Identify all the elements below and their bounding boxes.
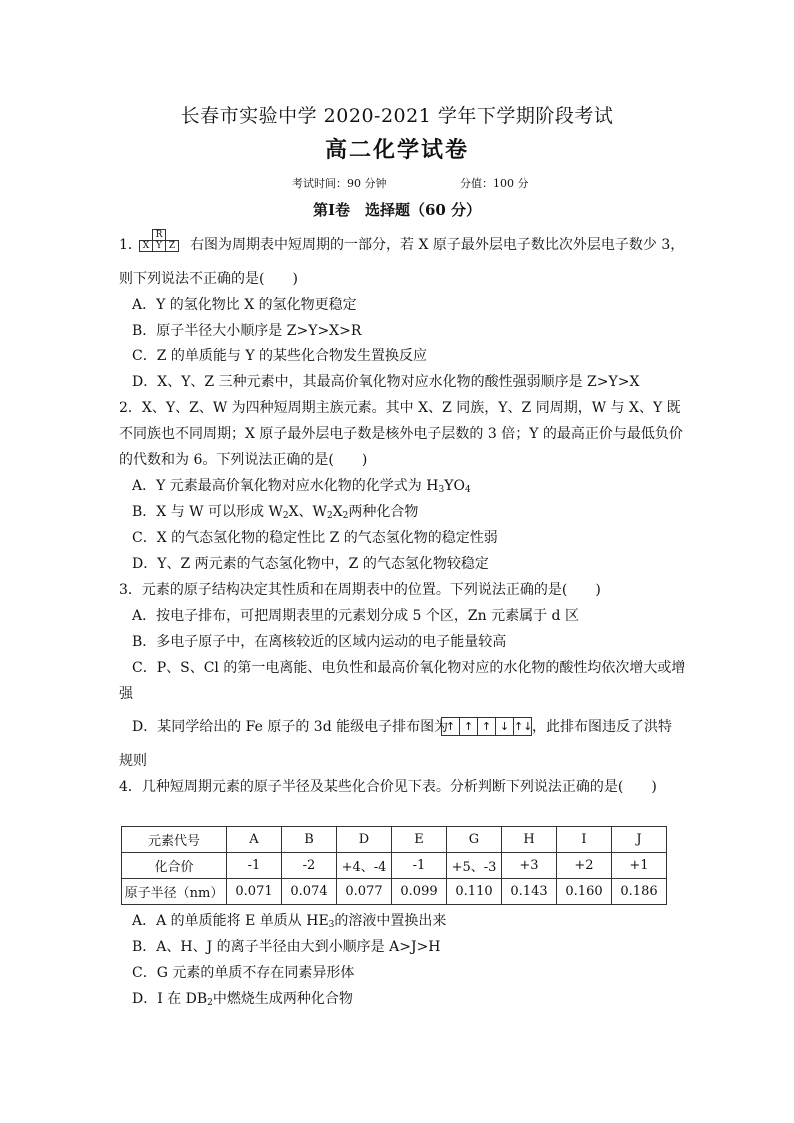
periodic-table-fragment (139, 229, 179, 252)
q4-option-d (132, 990, 353, 1008)
table-cell: -2 (282, 853, 337, 879)
q1-option-a: A．Y 的氢化物比 X 的氢化物更稳定 (132, 297, 357, 313)
q1-option-d: D．X、Y、Z 三种元素中，其最高价氧化物对应水化物的酸性强弱顺序是 Z>Y>X (132, 374, 640, 390)
table-cell: 元素代号 (122, 827, 227, 853)
subscript: 3 (438, 485, 445, 495)
q3-option-a: A．按电子排布，可把周期表里的元素划分成 5 个区，Zn 元素属于 d 区 (132, 608, 579, 624)
grid-cell-r: R (153, 230, 166, 241)
grid-cell-x: X (140, 241, 153, 252)
table-cell: B (282, 827, 337, 853)
q2-option-b-text: B．X 与 W 可以形成 W (132, 504, 283, 520)
table-cell: -1 (392, 853, 447, 879)
table-cell: +1 (612, 853, 667, 879)
q2-stem-line1: 2．X、Y、Z、W 为四种短周期主族元素。其中 X、Z 同族，Y、Z 同周期，W 与 X、Y 既 (119, 400, 681, 416)
subscript: 2 (342, 511, 349, 521)
table-cell: 0.143 (502, 879, 557, 905)
q3-option-c-line2: 强 (119, 686, 133, 702)
q2-stem-line2: 不同族也不同周期；X 原子最外层电子数是核外电子层数的 3 倍；Y 的最高正价与最低负价 (119, 426, 683, 442)
subscript: 2 (207, 998, 213, 1008)
exam-score: 分值：100 分 (460, 177, 529, 190)
q4-option-b: B．A、H、J 的离子半径由大到小顺序是 A>J>H (132, 939, 441, 955)
q2-option-b-text: 两种化合物 (348, 504, 419, 520)
q2-option-a-text: YO (444, 478, 465, 494)
section-title: 第Ⅰ卷 选择题（60 分） (312, 201, 482, 219)
orbital-box: ↑ (445, 720, 456, 733)
q3-option-d-suffix: ，此排布图违反了洪特 (532, 719, 672, 735)
q4-option-a-text: 的溶液中置换出来 (334, 913, 447, 929)
q2-option-a (132, 477, 471, 495)
table-cell: 0.099 (392, 879, 447, 905)
subscript: 4 (464, 485, 471, 495)
table-cell: H (502, 827, 557, 853)
table-cell: 0.110 (447, 879, 502, 905)
orbital-box: ↑ (459, 718, 477, 735)
table-cell: A (227, 827, 282, 853)
table-cell: +3 (502, 853, 557, 879)
element-data-table (121, 826, 667, 905)
table-cell: 0.160 (557, 879, 612, 905)
subscript: 3 (328, 920, 335, 930)
q4-option-c: C．G 元素的单质不存在同素异形体 (132, 965, 355, 981)
q2-option-b (132, 503, 418, 521)
exam-time: 考试时间：90 分钟 (292, 177, 387, 190)
table-cell: +2 (557, 853, 612, 879)
q4-stem: 4．几种短周期元素的原子半径及某些化合价见下表。分析判断下列说法正确的是( ) (119, 779, 657, 795)
q2-stem-line3: 的代数和为 6。下列说法正确的是( ) (119, 452, 368, 468)
table-cell: 0.071 (227, 879, 282, 905)
q4-option-d-text: 中燃烧生成两种化合物 (212, 991, 353, 1007)
q1-option-b: B．原子半径大小顺序是 Z>Y>X>R (132, 323, 362, 339)
school-title: 长春市实验中学 2020-2021 学年下学期阶段考试 (180, 105, 614, 127)
table-row (122, 879, 667, 905)
q4-option-d-text: D．I 在 DB (132, 991, 208, 1007)
q3-stem: 3．元素的原子结构决定其性质和在周期表中的位置。下列说法正确的是( ) (119, 582, 601, 598)
orbital-box: ↓ (495, 718, 513, 735)
q4-option-a-text: A．A 的单质能将 E 单质从 HE (132, 913, 329, 929)
table-cell: 0.186 (612, 879, 667, 905)
q2-option-b-text: X (332, 504, 343, 520)
q3-option-d-line2: 规则 (119, 753, 147, 769)
table-cell: E (392, 827, 447, 853)
q3-option-d-prefix: D．某同学给出的 Fe 原子的 3d 能级电子排布图为 (132, 719, 449, 735)
table-cell: +5、-3 (447, 853, 502, 879)
subscript: 2 (326, 511, 333, 521)
q1-stem-line2: 则下列说法不正确的是( ) (119, 271, 298, 287)
grid-cell-y: Y (153, 241, 166, 252)
exam-title: 高二化学试卷 (324, 137, 469, 163)
table-cell: J (612, 827, 667, 853)
table-row (122, 853, 667, 879)
q3-option-b: B．多电子原子中，在离核较近的区域内运动的电子能量较高 (132, 634, 507, 650)
grid-cell-z: Z (166, 241, 179, 252)
table-cell: D (337, 827, 392, 853)
orbital-diagram (441, 717, 532, 736)
table-cell: 原子半径（nm） (122, 879, 227, 905)
table-cell: 0.074 (282, 879, 337, 905)
q4-option-a (132, 912, 446, 930)
q2-option-b-text: X、W (288, 504, 327, 520)
table-cell: 0.077 (337, 879, 392, 905)
q3-option-c-line1: C．P、S、Cl 的第一电离能、电负性和最高价氧化物对应的水化物的酸性均依次增大或增 (132, 660, 686, 676)
q2-option-c: C．X 的气态氢化物的稳定性比 Z 的气态氢化物的稳定性弱 (132, 530, 498, 546)
grid-blank (166, 230, 179, 241)
orbital-box: ↑↓ (514, 720, 533, 733)
q1-stem-line1: 右图为周期表中短周期的一部分，若 X 原子最外层电子数比次外层电子数少 3， (190, 237, 685, 253)
table-cell: I (557, 827, 612, 853)
table-cell: +4、-4 (337, 853, 392, 879)
grid-blank (140, 230, 153, 241)
table-cell: G (447, 827, 502, 853)
q2-option-d: D．Y、Z 两元素的气态氢化物中，Z 的气态氢化物较稳定 (132, 556, 489, 572)
q1-number: 1． (119, 237, 142, 253)
subscript: 2 (282, 511, 289, 521)
q1-option-c: C．Z 的单质能与 Y 的某些化合物发生置换反应 (132, 348, 428, 364)
q2-option-a-text: A．Y 元素最高价氧化物对应水化物的化学式为 H (132, 478, 439, 494)
table-row (122, 827, 667, 853)
orbital-box: ↑ (477, 718, 495, 735)
table-cell: 化合价 (122, 853, 227, 879)
table-cell: -1 (227, 853, 282, 879)
